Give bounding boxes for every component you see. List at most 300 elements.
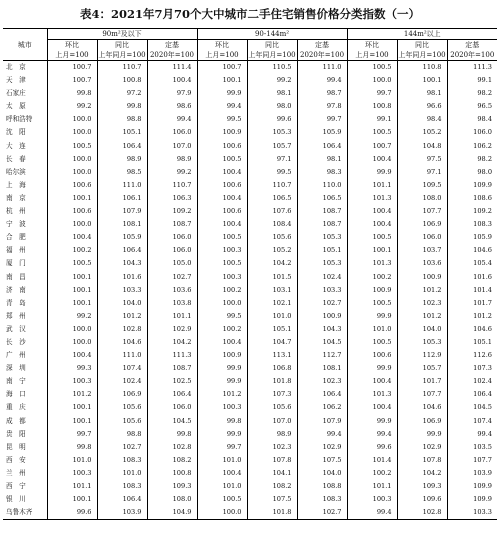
index-value-cell: 105.6 [247,231,297,244]
index-value-cell: 100.7 [197,61,247,75]
city-cell: 杭 州 [6,207,26,216]
index-value-cell: 99.9 [347,362,397,375]
index-value-cell: 98.8 [97,113,147,126]
index-value-cell: 105.4 [447,257,497,270]
index-value-cell: 107.9 [97,205,147,218]
index-value-cell: 104.7 [247,336,297,349]
city-cell: 太 原 [6,102,26,111]
index-value-cell: 103.6 [147,284,197,297]
table-row [3,126,497,139]
index-value-cell: 100.0 [347,74,397,87]
base-header: 2020年=100 [297,50,347,61]
index-value-cell: 106.0 [147,401,197,414]
index-value-cell: 110.7 [247,179,297,192]
index-value-cell: 105.1 [247,323,297,336]
table-row [3,284,497,297]
index-value-cell: 100.5 [347,231,397,244]
table-row [3,493,497,506]
index-value-cell: 100.1 [197,74,247,87]
index-value-cell: 100.6 [197,205,247,218]
index-value-cell: 100.4 [347,401,397,414]
index-value-cell: 107.7 [397,205,447,218]
base-header: 上月=100 [47,50,97,61]
index-value-cell: 109.9 [447,493,497,506]
index-value-cell: 99.2 [47,310,97,323]
index-value-cell: 107.0 [247,415,297,428]
index-value-cell: 108.3 [97,480,147,493]
index-value-cell: 101.2 [47,388,97,401]
index-value-cell: 106.0 [147,244,197,257]
metric-header: 环比 [197,40,247,51]
index-value-cell: 100.8 [147,467,197,480]
index-value-cell: 100.1 [347,244,397,257]
index-value-cell: 104.5 [447,401,497,414]
index-value-cell: 100.4 [347,205,397,218]
index-value-cell: 106.5 [247,192,297,205]
index-value-cell: 111.0 [97,349,147,362]
metric-header: 同比 [397,40,447,51]
index-value-cell: 100.3 [197,244,247,257]
index-value-cell: 100.9 [197,349,247,362]
table-row [3,179,497,192]
table-row [3,74,497,87]
index-value-cell: 108.8 [297,480,347,493]
index-value-cell: 105.3 [247,126,297,139]
index-value-cell: 111.4 [147,61,197,75]
index-value-cell: 100.1 [47,401,97,414]
index-value-cell: 99.7 [347,87,397,100]
index-value-cell: 105.2 [397,126,447,139]
index-value-cell: 101.1 [147,310,197,323]
table-row [3,140,497,153]
metric-header: 定基 [447,40,497,51]
city-cell: 宁 波 [6,220,26,229]
table-row [3,192,497,205]
table-row [3,218,497,231]
table-row [3,323,497,336]
base-header: 上月=100 [347,50,397,61]
index-value-cell: 104.6 [447,244,497,257]
index-value-cell: 99.3 [47,362,97,375]
index-value-cell: 108.3 [447,218,497,231]
index-value-cell: 105.7 [247,140,297,153]
index-value-cell: 104.0 [297,467,347,480]
index-value-cell: 110.5 [247,61,297,75]
metric-header: 定基 [297,40,347,51]
city-column-header: 城市 [3,29,47,61]
index-value-cell: 101.1 [47,480,97,493]
index-value-cell: 99.4 [147,113,197,126]
index-value-cell: 104.6 [397,401,447,414]
index-value-cell: 108.7 [147,362,197,375]
base-header: 2020年=100 [147,50,197,61]
city-cell: 哈尔滨 [6,167,26,176]
index-value-cell: 103.3 [97,284,147,297]
city-cell: 北 京 [6,63,26,71]
metric-header: 同比 [247,40,297,51]
city-cell: 石家庄 [6,89,26,98]
index-value-cell: 100.4 [347,153,397,166]
index-value-cell: 108.7 [147,218,197,231]
index-value-cell: 100.5 [197,493,247,506]
index-value-cell: 106.0 [147,231,197,244]
index-value-cell: 99.9 [197,87,247,100]
index-value-cell: 102.8 [397,506,447,520]
index-value-cell: 111.0 [97,179,147,192]
index-value-cell: 98.6 [147,100,197,113]
index-value-cell: 100.6 [47,179,97,192]
index-value-cell: 100.1 [47,493,97,506]
index-value-cell: 106.2 [297,401,347,414]
table-row [3,454,497,467]
index-value-cell: 106.4 [297,388,347,401]
index-value-cell: 100.6 [347,349,397,362]
index-value-cell: 104.0 [97,297,147,310]
index-value-cell: 97.1 [397,166,447,179]
index-value-cell: 110.7 [97,61,147,75]
index-value-cell: 105.6 [247,401,297,414]
index-value-cell: 102.4 [97,375,147,388]
index-value-cell: 96.5 [447,100,497,113]
index-value-cell: 99.7 [197,441,247,454]
index-value-cell: 103.9 [97,506,147,520]
base-header: 2020年=100 [447,50,497,61]
index-value-cell: 101.1 [347,179,397,192]
table-row [3,336,497,349]
index-value-cell: 106.8 [247,362,297,375]
city-cell: 呼和浩特 [6,115,33,124]
index-value-cell: 105.9 [97,231,147,244]
index-value-cell: 99.8 [197,415,247,428]
base-header: 上月=100 [197,50,247,61]
index-value-cell: 101.2 [97,310,147,323]
index-value-cell: 100.5 [347,297,397,310]
index-value-cell: 108.0 [147,493,197,506]
index-value-cell: 106.9 [397,218,447,231]
metric-header: 环比 [47,40,97,51]
city-cell: 银 川 [6,495,26,504]
index-value-cell: 101.2 [397,284,447,297]
index-value-cell: 103.1 [247,284,297,297]
table-row [3,480,497,493]
index-value-cell: 100.4 [347,218,397,231]
index-value-cell: 109.2 [447,205,497,218]
price-index-table [3,28,497,520]
index-value-cell: 106.4 [147,388,197,401]
index-value-cell: 99.6 [347,441,397,454]
index-value-cell: 106.4 [297,140,347,153]
city-cell: 大 连 [6,141,26,150]
index-value-cell: 99.1 [347,113,397,126]
index-value-cell: 100.4 [197,336,247,349]
index-value-cell: 107.0 [147,140,197,153]
index-value-cell: 108.4 [247,218,297,231]
index-value-cell: 100.0 [47,153,97,166]
index-value-cell: 100.0 [47,218,97,231]
table-row [3,271,497,284]
index-value-cell: 100.4 [197,218,247,231]
index-value-cell: 108.1 [97,218,147,231]
table-row [3,153,497,166]
index-value-cell: 107.9 [297,415,347,428]
index-value-cell: 108.2 [247,480,297,493]
index-value-cell: 109.9 [447,179,497,192]
index-value-cell: 99.9 [347,415,397,428]
index-value-cell: 98.9 [247,428,297,441]
index-value-cell: 104.5 [147,415,197,428]
index-value-cell: 111.3 [447,61,497,75]
index-value-cell: 98.2 [447,153,497,166]
index-value-cell: 100.0 [197,297,247,310]
index-value-cell: 99.8 [97,100,147,113]
index-value-cell: 100.6 [197,140,247,153]
index-value-cell: 100.5 [47,257,97,270]
index-value-cell: 108.7 [297,205,347,218]
index-value-cell: 105.0 [147,257,197,270]
index-value-cell: 112.9 [397,349,447,362]
index-value-cell: 101.2 [397,310,447,323]
index-value-cell: 99.4 [447,428,497,441]
index-value-cell: 99.9 [197,428,247,441]
index-value-cell: 98.7 [297,87,347,100]
index-value-cell: 113.1 [247,349,297,362]
city-cell: 成 都 [6,416,26,425]
index-value-cell: 107.3 [447,362,497,375]
index-value-cell: 108.0 [397,192,447,205]
index-value-cell: 102.7 [297,297,347,310]
index-value-cell: 100.9 [297,310,347,323]
index-value-cell: 100.9 [397,271,447,284]
city-cell: 广 州 [6,351,26,360]
index-value-cell: 108.2 [147,454,197,467]
table-row [3,231,497,244]
index-value-cell: 107.8 [397,454,447,467]
index-value-cell: 101.1 [347,480,397,493]
index-value-cell: 110.7 [147,179,197,192]
index-value-cell: 100.1 [47,284,97,297]
metric-header: 定基 [147,40,197,51]
index-value-cell: 104.3 [297,323,347,336]
city-cell: 西 宁 [6,482,26,490]
index-value-cell: 98.4 [397,113,447,126]
index-value-cell: 102.9 [297,441,347,454]
index-value-cell: 102.8 [147,441,197,454]
index-value-cell: 100.0 [47,336,97,349]
city-cell: 武 汉 [6,324,26,333]
index-value-cell: 99.9 [197,362,247,375]
index-value-cell: 107.4 [97,362,147,375]
index-value-cell: 102.4 [297,271,347,284]
index-value-cell: 102.9 [147,323,197,336]
index-value-cell: 102.8 [97,323,147,336]
index-value-cell: 107.7 [447,454,497,467]
index-value-cell: 102.5 [147,375,197,388]
index-value-cell: 100.5 [197,153,247,166]
index-value-cell: 98.2 [447,87,497,100]
index-value-cell: 107.5 [297,454,347,467]
index-value-cell: 101.6 [447,271,497,284]
index-value-cell: 105.3 [397,336,447,349]
index-value-cell: 103.8 [147,297,197,310]
table-row [3,257,497,270]
index-value-cell: 101.4 [447,284,497,297]
index-value-cell: 97.1 [247,153,297,166]
index-value-cell: 99.6 [47,506,97,520]
index-value-cell: 102.7 [297,506,347,520]
index-value-cell: 100.0 [47,126,97,139]
city-cell: 长 春 [6,154,26,163]
index-value-cell: 98.0 [447,166,497,179]
index-value-cell: 101.5 [247,271,297,284]
index-value-cell: 108.3 [97,454,147,467]
index-value-cell: 106.4 [97,244,147,257]
index-value-cell: 100.7 [47,74,97,87]
city-cell: 南 京 [6,193,26,202]
city-cell: 昆 明 [6,442,26,451]
city-cell: 天 津 [6,76,26,85]
index-value-cell: 100.0 [47,166,97,179]
index-value-cell: 100.0 [47,113,97,126]
index-value-cell: 103.3 [447,506,497,520]
index-value-cell: 100.3 [197,401,247,414]
index-value-cell: 107.8 [247,454,297,467]
city-cell: 重 庆 [6,403,26,412]
city-cell: 厦 门 [6,259,26,268]
table-row [3,428,497,441]
city-cell: 福 州 [6,246,26,255]
index-value-cell: 106.0 [447,126,497,139]
index-value-cell: 101.0 [197,480,247,493]
index-value-cell: 106.4 [97,493,147,506]
index-value-cell: 109.6 [397,493,447,506]
table-row [3,375,497,388]
index-value-cell: 104.1 [247,467,297,480]
index-value-cell: 103.3 [297,284,347,297]
index-value-cell: 99.9 [397,428,447,441]
index-value-cell: 98.9 [147,153,197,166]
base-header: 上年同月=100 [98,51,146,59]
index-value-cell: 100.4 [197,467,247,480]
index-value-cell: 102.3 [247,441,297,454]
base-header: 上年同月=100 [248,51,296,59]
index-value-cell: 99.9 [347,310,397,323]
index-value-cell: 106.2 [447,140,497,153]
table-row [3,362,497,375]
city-cell: 西 安 [6,455,26,464]
index-value-cell: 100.2 [197,284,247,297]
index-value-cell: 112.6 [447,349,497,362]
city-cell: 沈 阳 [6,128,26,137]
index-value-cell: 99.2 [147,166,197,179]
index-value-cell: 110.0 [297,179,347,192]
index-value-cell: 101.0 [197,454,247,467]
index-value-cell: 104.2 [247,257,297,270]
index-value-cell: 100.4 [47,349,97,362]
city-cell: 乌鲁木齐 [3,506,47,520]
index-value-cell: 100.7 [347,140,397,153]
index-value-cell: 98.9 [97,153,147,166]
index-value-cell: 110.8 [397,61,447,75]
metric-header: 环比 [347,40,397,51]
index-value-cell: 99.4 [347,428,397,441]
index-value-cell: 101.4 [347,454,397,467]
index-value-cell: 104.5 [297,336,347,349]
index-value-cell: 99.7 [297,113,347,126]
index-value-cell: 101.2 [197,388,247,401]
index-value-cell: 98.3 [297,166,347,179]
index-value-cell: 101.0 [347,323,397,336]
city-cell: 青 岛 [6,298,26,307]
index-value-cell: 109.3 [147,480,197,493]
table-row [3,506,497,520]
index-value-cell: 106.0 [397,231,447,244]
index-value-cell: 100.2 [347,467,397,480]
index-value-cell: 99.4 [297,74,347,87]
index-value-cell: 106.1 [97,192,147,205]
index-value-cell: 100.4 [47,231,97,244]
index-value-cell: 100.1 [47,297,97,310]
index-value-cell: 105.9 [447,231,497,244]
index-value-cell: 102.3 [297,375,347,388]
index-value-cell: 107.6 [247,205,297,218]
index-value-cell: 100.5 [347,61,397,75]
index-value-cell: 106.0 [147,126,197,139]
index-value-cell: 99.4 [197,100,247,113]
index-value-cell: 103.5 [447,441,497,454]
index-value-cell: 98.4 [447,113,497,126]
index-value-cell: 98.1 [247,87,297,100]
index-value-cell: 111.3 [147,349,197,362]
city-cell: 贵 阳 [6,429,26,438]
city-cell: 南 宁 [6,377,26,386]
index-value-cell: 98.5 [97,166,147,179]
index-value-cell: 100.1 [47,192,97,205]
table-row [3,166,497,179]
table-row [3,61,497,75]
index-value-cell: 102.4 [447,375,497,388]
index-value-cell: 101.8 [247,506,297,520]
index-value-cell: 100.3 [47,375,97,388]
index-value-cell: 105.6 [97,401,147,414]
index-value-cell: 97.5 [397,153,447,166]
table-row [3,297,497,310]
index-value-cell: 99.4 [347,506,397,520]
index-value-cell: 101.0 [47,454,97,467]
index-value-cell: 108.1 [297,362,347,375]
index-value-cell: 108.6 [447,192,497,205]
index-value-cell: 100.8 [97,74,147,87]
index-value-cell: 112.7 [297,349,347,362]
index-value-cell: 107.3 [247,388,297,401]
index-value-cell: 102.7 [147,271,197,284]
index-value-cell: 100.1 [47,271,97,284]
index-value-cell: 100.2 [347,271,397,284]
city-cell: 长 沙 [6,337,26,346]
index-value-cell: 99.9 [347,166,397,179]
city-cell: 深 圳 [6,364,26,373]
index-value-cell: 101.0 [97,467,147,480]
index-value-cell: 99.5 [197,310,247,323]
table-row [3,100,497,113]
index-value-cell: 104.2 [397,467,447,480]
index-value-cell: 106.4 [97,140,147,153]
index-value-cell: 102.1 [247,297,297,310]
index-value-cell: 100.0 [197,506,247,520]
index-value-cell: 100.6 [47,205,97,218]
index-value-cell: 106.3 [147,192,197,205]
table-row [3,87,497,100]
index-value-cell: 100.1 [397,74,447,87]
